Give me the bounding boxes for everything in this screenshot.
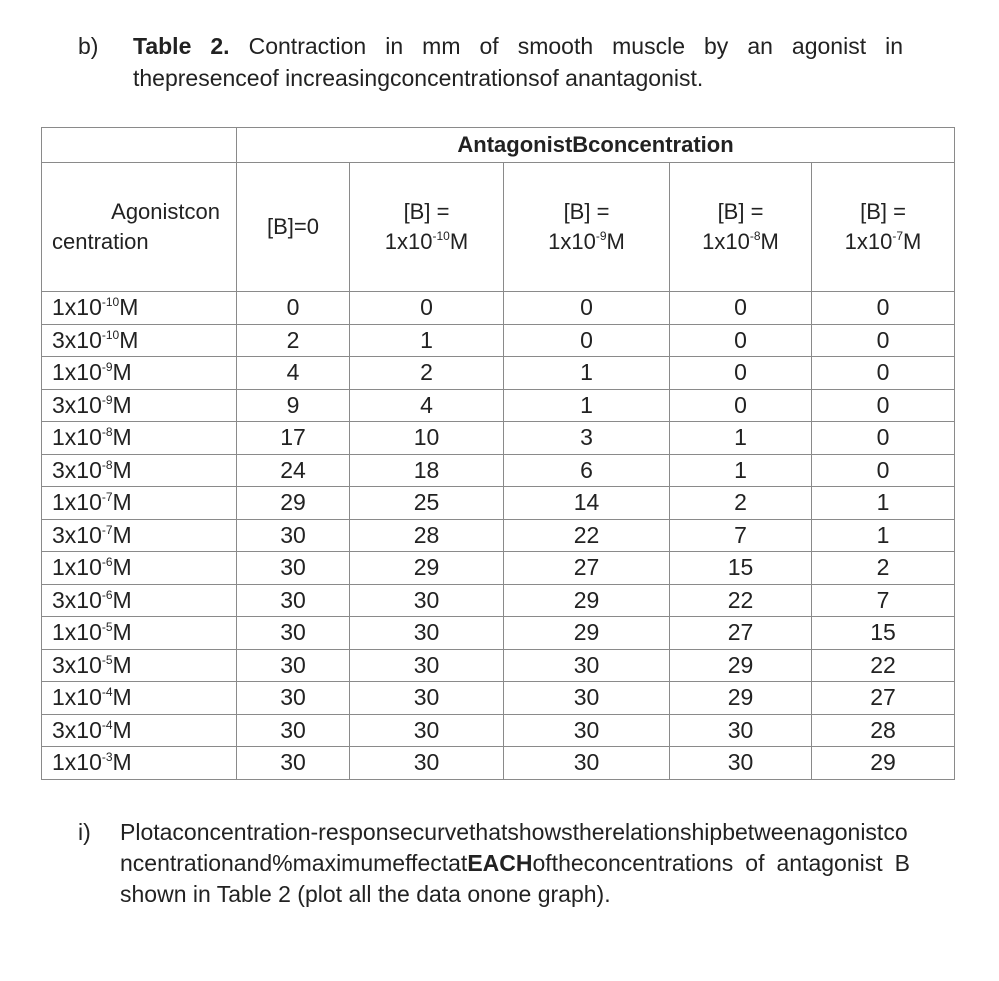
table-row — [42, 422, 955, 455]
agonist-unit: M — [112, 391, 132, 418]
contraction-value-cell: 0 — [670, 324, 812, 357]
agonist-concentration-cell — [42, 584, 237, 617]
column-header-exponent: -7 — [892, 229, 904, 243]
agonist-base: 3x10 — [52, 391, 102, 418]
table-row — [42, 389, 955, 422]
table-row — [42, 747, 955, 780]
contraction-value-cell: 25 — [350, 487, 504, 520]
caption-marker: b) — [78, 33, 99, 59]
column-header-line2: 1x10 — [384, 229, 433, 254]
contraction-value-cell: 0 — [350, 292, 504, 325]
agonist-unit: M — [112, 586, 132, 613]
column-header-line2: 1x10 — [548, 229, 596, 254]
agonist-unit: M — [112, 424, 132, 451]
contraction-value-cell: 1 — [670, 422, 812, 455]
agonist-exponent: -5 — [101, 620, 113, 635]
table-row — [42, 324, 955, 357]
agonist-base: 1x10 — [52, 749, 102, 776]
agonist-exponent: -4 — [101, 717, 113, 732]
agonist-concentration-cell — [42, 389, 237, 422]
contraction-value-cell: 30 — [237, 714, 350, 747]
contraction-value-cell: 30 — [237, 617, 350, 650]
contraction-value-cell: 7 — [670, 519, 812, 552]
contraction-value-cell: 30 — [350, 747, 504, 780]
agonist-base: 3x10 — [52, 716, 102, 743]
contraction-value-cell: 28 — [350, 519, 504, 552]
agonist-concentration-cell — [42, 487, 237, 520]
contraction-value-cell: 1 — [812, 487, 955, 520]
contraction-value-cell: 29 — [237, 487, 350, 520]
agonist-unit: M — [112, 684, 132, 711]
agonist-exponent: -3 — [101, 750, 113, 765]
instruction-part1: Plotaconcentration-responsecurvethatshowstherelationshipbetweenagonistconcentrationand%maximumeffectat — [120, 819, 908, 876]
column-header-line1: [B]=0 — [267, 214, 319, 239]
caption-text — [133, 30, 903, 94]
agonist-base: 3x10 — [52, 521, 102, 548]
contraction-value-cell: 30 — [350, 682, 504, 715]
table-row — [42, 519, 955, 552]
agonist-concentration-cell — [42, 617, 237, 650]
agonist-exponent: -10 — [101, 327, 120, 342]
agonist-unit: M — [112, 359, 132, 386]
antagonist-column-header — [237, 163, 350, 292]
table-row — [42, 487, 955, 520]
antagonist-column-header — [670, 163, 812, 292]
contraction-value-cell: 30 — [237, 649, 350, 682]
contraction-value-cell: 30 — [237, 747, 350, 780]
contraction-value-cell: 15 — [670, 552, 812, 585]
agonist-exponent: -7 — [101, 522, 113, 537]
agonist-exponent: -8 — [101, 457, 113, 472]
contraction-value-cell: 30 — [504, 649, 670, 682]
agonist-exponent: -6 — [101, 555, 113, 570]
table-row — [42, 584, 955, 617]
contraction-value-cell: 29 — [670, 649, 812, 682]
contraction-value-cell: 22 — [504, 519, 670, 552]
contraction-value-cell: 2 — [812, 552, 955, 585]
agonist-base: 3x10 — [52, 326, 102, 353]
column-header-unit: M — [449, 229, 469, 254]
contraction-value-cell: 2 — [670, 487, 812, 520]
table-row — [42, 682, 955, 715]
contraction-value-cell: 0 — [812, 454, 955, 487]
agonist-exponent: -4 — [101, 685, 113, 700]
contraction-value-cell: 30 — [504, 682, 670, 715]
contraction-value-cell: 0 — [812, 357, 955, 390]
contraction-value-cell: 30 — [350, 617, 504, 650]
table-row — [42, 714, 955, 747]
contraction-value-cell: 29 — [670, 682, 812, 715]
agonist-unit: M — [112, 489, 132, 516]
contraction-value-cell: 6 — [504, 454, 670, 487]
agonist-base: 1x10 — [52, 294, 102, 321]
contraction-value-cell: 30 — [504, 747, 670, 780]
contraction-value-cell: 30 — [237, 682, 350, 715]
contraction-value-cell: 1 — [504, 357, 670, 390]
contraction-table — [41, 127, 955, 780]
table-row — [42, 552, 955, 585]
contraction-value-cell: 4 — [350, 389, 504, 422]
agonist-concentration-cell — [42, 422, 237, 455]
agonist-unit: M — [112, 619, 132, 646]
column-header-line2: 1x10 — [702, 229, 750, 254]
agonist-unit: M — [112, 716, 132, 743]
contraction-value-cell: 4 — [237, 357, 350, 390]
contraction-value-cell: 30 — [670, 747, 812, 780]
column-header-exponent: -8 — [749, 229, 761, 243]
agonist-exponent: -9 — [101, 360, 113, 375]
instruction-emphasis: EACH — [467, 850, 533, 876]
contraction-value-cell: 30 — [237, 519, 350, 552]
agonist-base: 1x10 — [52, 424, 102, 451]
agonist-exponent: -6 — [101, 587, 113, 602]
contraction-value-cell: 0 — [670, 357, 812, 390]
caption-body: Contraction in mm of smooth muscle by an agonist in thepresenceof increasingconcentrationsof anantagonist. — [133, 33, 904, 91]
instruction-marker: i) — [78, 819, 91, 845]
agonist-unit: M — [119, 326, 139, 353]
contraction-value-cell: 0 — [504, 324, 670, 357]
column-header-line1: [B] = — [563, 199, 610, 224]
agonist-concentration-cell — [42, 747, 237, 780]
contraction-value-cell: 0 — [812, 324, 955, 357]
agonist-unit: M — [112, 554, 132, 581]
agonist-exponent: -10 — [101, 295, 120, 310]
contraction-value-cell: 1 — [812, 519, 955, 552]
contraction-value-cell: 9 — [237, 389, 350, 422]
agonist-exponent: -8 — [101, 425, 113, 440]
table-row — [42, 454, 955, 487]
contraction-value-cell: 22 — [670, 584, 812, 617]
empty-corner-cell — [42, 128, 237, 163]
contraction-value-cell: 17 — [237, 422, 350, 455]
agonist-concentration-cell — [42, 519, 237, 552]
agonist-concentration-cell — [42, 649, 237, 682]
column-header-line2: 1x10 — [844, 229, 893, 254]
contraction-value-cell: 7 — [812, 584, 955, 617]
antagonist-column-header — [812, 163, 955, 292]
agonist-base: 1x10 — [52, 489, 102, 516]
contraction-value-cell: 0 — [670, 292, 812, 325]
contraction-value-cell: 30 — [350, 584, 504, 617]
agonist-unit: M — [112, 456, 132, 483]
contraction-value-cell: 10 — [350, 422, 504, 455]
instruction-part2: oftheconcentrations of antagonist B shown in Table 2 (plot all the data onone graph). — [120, 850, 910, 907]
contraction-value-cell: 0 — [670, 389, 812, 422]
agonist-exponent: -5 — [101, 652, 113, 667]
agonist-concentration-cell — [42, 682, 237, 715]
agonist-unit: M — [112, 749, 132, 776]
contraction-value-cell: 30 — [237, 552, 350, 585]
contraction-value-cell: 0 — [237, 292, 350, 325]
contraction-value-cell: 29 — [812, 747, 955, 780]
contraction-value-cell: 1 — [350, 324, 504, 357]
agonist-header-line1: Agonistcon — [111, 199, 220, 224]
agonist-base: 1x10 — [52, 554, 102, 581]
contraction-value-cell: 30 — [237, 584, 350, 617]
table-row — [42, 292, 955, 325]
agonist-concentration-cell — [42, 357, 237, 390]
contraction-value-cell: 27 — [670, 617, 812, 650]
column-header-unit: M — [760, 229, 779, 254]
column-header-exponent: -10 — [432, 229, 450, 243]
contraction-value-cell: 14 — [504, 487, 670, 520]
contraction-value-cell: 30 — [350, 714, 504, 747]
contraction-value-cell: 28 — [812, 714, 955, 747]
contraction-value-cell: 29 — [350, 552, 504, 585]
column-header-line1: [B] = — [403, 199, 450, 224]
antagonist-group-header: AntagonistBconcentration — [237, 128, 955, 163]
agonist-unit: M — [119, 294, 139, 321]
caption-label: Table 2. — [133, 33, 230, 59]
agonist-exponent: -9 — [101, 392, 113, 407]
contraction-value-cell: 24 — [237, 454, 350, 487]
agonist-base: 1x10 — [52, 619, 102, 646]
agonist-base: 1x10 — [52, 684, 102, 711]
contraction-value-cell: 15 — [812, 617, 955, 650]
contraction-value-cell: 0 — [812, 389, 955, 422]
table-row — [42, 617, 955, 650]
agonist-concentration-cell — [42, 292, 237, 325]
agonist-concentration-cell — [42, 454, 237, 487]
antagonist-column-header — [350, 163, 504, 292]
contraction-value-cell: 1 — [670, 454, 812, 487]
contraction-value-cell: 0 — [812, 292, 955, 325]
agonist-concentration-cell — [42, 324, 237, 357]
agonist-concentration-cell — [42, 552, 237, 585]
contraction-value-cell: 18 — [350, 454, 504, 487]
table-row — [42, 357, 955, 390]
contraction-value-cell: 2 — [237, 324, 350, 357]
contraction-value-cell: 30 — [350, 649, 504, 682]
contraction-value-cell: 0 — [812, 422, 955, 455]
contraction-value-cell: 29 — [504, 584, 670, 617]
agonist-unit: M — [112, 521, 132, 548]
column-header-exponent: -9 — [595, 229, 607, 243]
contraction-value-cell: 30 — [504, 714, 670, 747]
contraction-value-cell: 3 — [504, 422, 670, 455]
contraction-value-cell: 30 — [670, 714, 812, 747]
agonist-column-header — [42, 163, 237, 292]
column-header-line1: [B] = — [717, 199, 764, 224]
column-header-unit: M — [606, 229, 625, 254]
agonist-base: 3x10 — [52, 651, 102, 678]
contraction-value-cell: 27 — [812, 682, 955, 715]
agonist-base: 3x10 — [52, 586, 102, 613]
contraction-value-cell: 29 — [504, 617, 670, 650]
agonist-header-line2: centration — [52, 229, 149, 254]
contraction-value-cell: 22 — [812, 649, 955, 682]
agonist-concentration-cell — [42, 714, 237, 747]
agonist-exponent: -7 — [101, 490, 113, 505]
column-header-line1: [B] = — [860, 199, 906, 224]
agonist-unit: M — [112, 651, 132, 678]
instruction-text — [120, 817, 910, 910]
antagonist-column-header — [504, 163, 670, 292]
contraction-value-cell: 1 — [504, 389, 670, 422]
table-row — [42, 649, 955, 682]
agonist-base: 1x10 — [52, 359, 102, 386]
contraction-value-cell: 27 — [504, 552, 670, 585]
contraction-value-cell: 0 — [504, 292, 670, 325]
agonist-base: 3x10 — [52, 456, 102, 483]
column-header-unit: M — [903, 229, 922, 254]
contraction-value-cell: 2 — [350, 357, 504, 390]
